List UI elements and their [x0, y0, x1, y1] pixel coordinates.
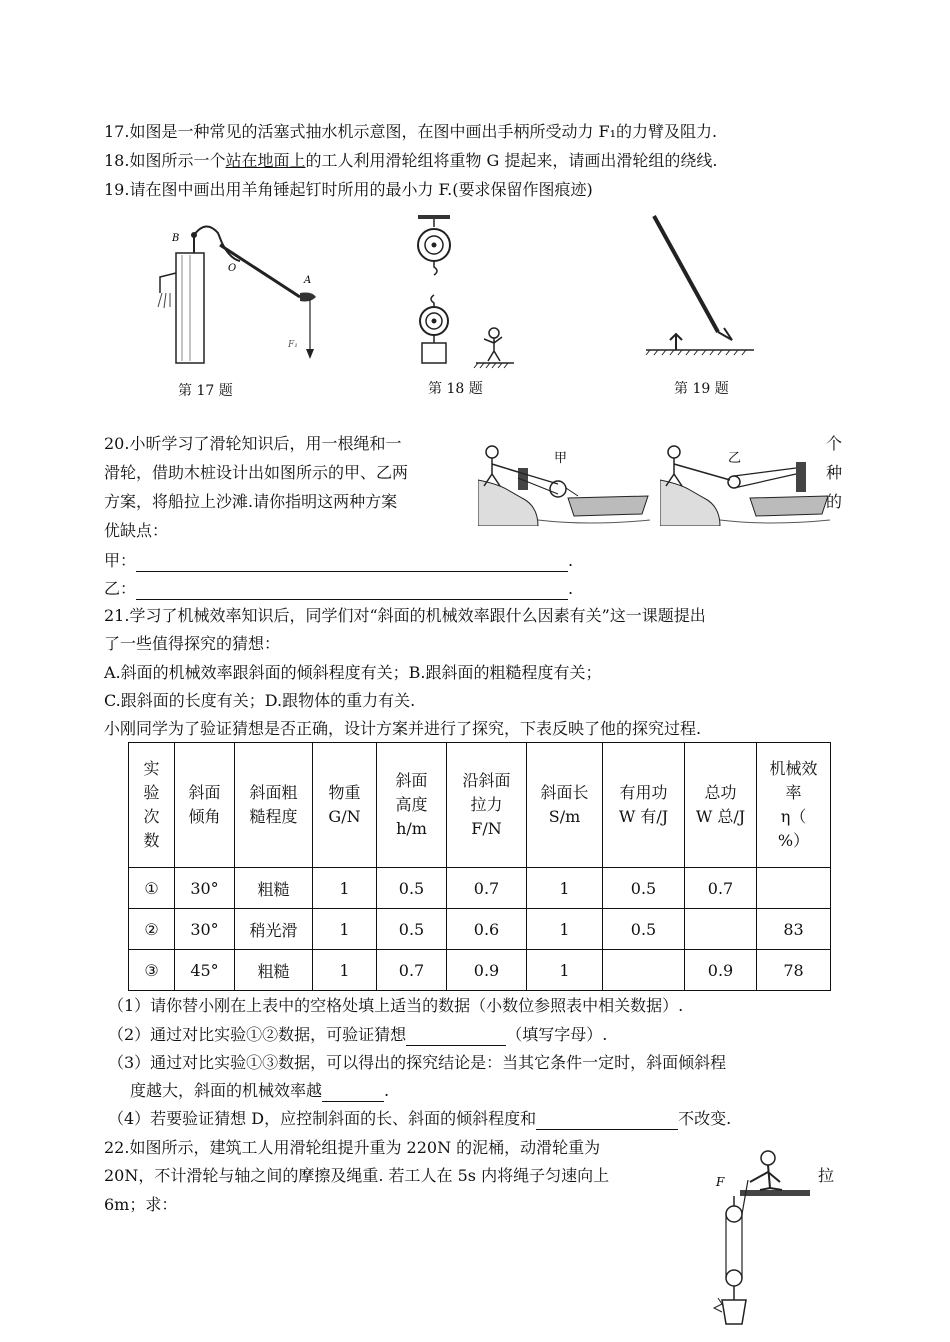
table-cell-blank[interactable]: [603, 950, 685, 991]
table-cell: 0.7: [377, 950, 447, 991]
table-cell: 0.7: [447, 868, 527, 909]
table-cell: 0.5: [603, 868, 685, 909]
q22-line2-end: 拉: [818, 1166, 835, 1185]
hammer-figure: [640, 210, 760, 360]
header-trial: 实 验 次 数: [129, 743, 175, 868]
q20-line2: 滑轮，借助木桩设计出如图所示的甲、乙两: [104, 463, 409, 482]
q21-line4: C.跟斜面的长度有关；D.跟物体的重力有关.: [104, 691, 416, 710]
answer-blank-3[interactable]: [322, 1101, 384, 1102]
table-cell: 1: [527, 909, 603, 950]
table-cell: 45°: [175, 950, 235, 991]
pulley-figure: [410, 215, 520, 370]
header-height: 斜面 高度 h/m: [377, 743, 447, 868]
table-cell: 1: [313, 909, 377, 950]
caption-18: 第 18 题: [428, 381, 483, 397]
q21-line1: 21.学习了机械效率知识后，同学们对“斜面的机械效率跟什么因素有关”这一课题提出: [104, 606, 706, 625]
q17-text: 17.如图是一种常见的活塞式抽水机示意图，在图中画出手柄所受动力 F₁的力臂及阻力.: [104, 122, 718, 141]
header-angle: 斜面 倾角: [175, 743, 235, 868]
sub-q2: （2）通过对比实验①②数据，可验证猜想 （填写字母）.: [108, 1025, 608, 1044]
q20-yi-line: 乙： .: [104, 579, 574, 598]
sub-q1: （1）请你替小刚在上表中的空格处填上适当的数据（小数位参照表中相关数据）.: [108, 996, 684, 1015]
table-cell: ②: [129, 909, 175, 950]
table-row: [129, 868, 831, 909]
table-cell: 0.5: [603, 909, 685, 950]
table-cell: 30°: [175, 868, 235, 909]
pump-figure: [150, 215, 330, 365]
label-a: A: [304, 275, 312, 286]
table-cell: 1: [527, 950, 603, 991]
table-cell: 0.5: [377, 909, 447, 950]
table-row: [129, 950, 831, 991]
q22-line1: 22.如图所示，建筑工人用滑轮组提升重为 220N 的泥桶，动滑轮重为: [104, 1138, 601, 1157]
q18-text: 18.如图所示一个站在地面上的工人利用滑轮组将重物 G 提起来，请画出滑轮组的绕线.: [104, 151, 718, 170]
header-useful-work: 有用功 W 有/J: [603, 743, 685, 868]
label-b: B: [172, 233, 180, 244]
table-cell-blank[interactable]: [757, 868, 831, 909]
q20-line4: 优缺点：: [104, 521, 169, 540]
table-cell: 0.5: [377, 868, 447, 909]
experiment-table: [128, 742, 831, 991]
table-cell: 0.9: [685, 950, 757, 991]
table-cell: 1: [313, 950, 377, 991]
q20-line3: 方案，将船拉上沙滩.请你指明这两种方案: [104, 492, 398, 511]
worker-pulley-figure: [710, 1148, 810, 1328]
table-cell: 0.7: [685, 868, 757, 909]
header-pull: 沿斜面 拉力 F/N: [447, 743, 527, 868]
answer-blank-2[interactable]: [406, 1045, 506, 1046]
header-weight: 物重 G/N: [313, 743, 377, 868]
label-f: F: [716, 1175, 725, 1189]
header-length: 斜面长 S/m: [527, 743, 603, 868]
table-cell: 粗糙: [235, 868, 313, 909]
table-row: [129, 909, 831, 950]
table-cell: 粗糙: [235, 950, 313, 991]
label-jia: 甲: [554, 451, 568, 466]
boat-scheme-yi: [660, 440, 830, 526]
answer-blank-4[interactable]: [536, 1129, 678, 1130]
table-cell: 稍光滑: [235, 909, 313, 950]
caption-17: 第 17 题: [178, 383, 233, 399]
caption-19: 第 19 题: [674, 381, 729, 397]
q21-line3: A.斜面的机械效率跟斜面的倾斜程度有关；B.跟斜面的粗糙程度有关；: [104, 663, 602, 682]
q22-line3: 6m；求：: [104, 1195, 178, 1214]
table-cell: 1: [527, 868, 603, 909]
q21-line2: 了一些值得探究的猜想：: [104, 634, 281, 653]
table-cell: 0.6: [447, 909, 527, 950]
sub-q3a: （3）通过对比实验①③数据，可以得出的探究结论是：当其它条件一定时，斜面倾斜程: [108, 1053, 727, 1072]
sub-q3b: 度越大，斜面的机械效率越 .: [130, 1081, 390, 1100]
table-cell: 30°: [175, 909, 235, 950]
q22-line2: 20N，不计滑轮与轴之间的摩擦及绳重. 若工人在 5s 内将绳子匀速向上: [104, 1166, 610, 1185]
sub-q4: （4）若要验证猜想 D，应控制斜面的长、斜面的倾斜程度和 不改变.: [108, 1109, 732, 1128]
label-o: O: [228, 263, 237, 274]
header-efficiency: 机械效 率 η（ %）: [757, 743, 831, 868]
header-roughness: 斜面粗 糙程度: [235, 743, 313, 868]
table-cell: 0.9: [447, 950, 527, 991]
table-cell: 78: [757, 950, 831, 991]
table-cell-blank[interactable]: [685, 909, 757, 950]
label-f1: F₁: [288, 340, 298, 350]
q20-jia-line: 甲： .: [104, 551, 574, 570]
q19-text: 19.请在图中画出用羊角锤起钉时所用的最小力 F.(要求保留作图痕迹): [104, 180, 593, 199]
q20-line3-end: 的: [826, 492, 843, 511]
table-cell: ③: [129, 950, 175, 991]
table-cell: ①: [129, 868, 175, 909]
q20-line1-end: 个: [826, 434, 843, 453]
q21-line5: 小刚同学为了验证猜想是否正确，设计方案并进行了探究，下表反映了他的探究过程.: [104, 719, 702, 738]
q20-line1: 20.小昕学习了滑轮知识后，用一根绳和一: [104, 434, 402, 453]
table-header-row: [129, 743, 831, 868]
label-yi: 乙: [728, 451, 742, 466]
header-total-work: 总功 W 总/J: [685, 743, 757, 868]
q20-line2-end: 种: [826, 463, 843, 482]
boat-scheme-jia: [478, 440, 650, 526]
table-cell: 83: [757, 909, 831, 950]
table-cell: 1: [313, 868, 377, 909]
